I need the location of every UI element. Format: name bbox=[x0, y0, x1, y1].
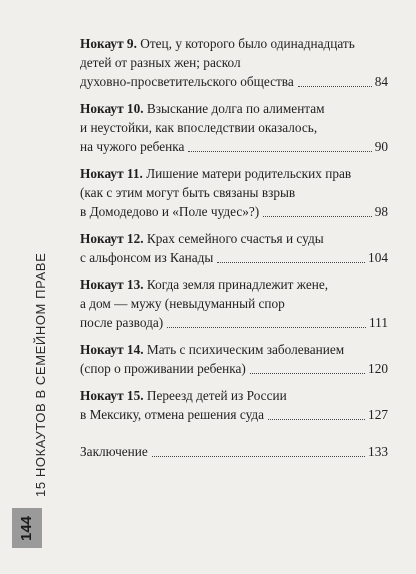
entry-line: Мать с психическим заболеванием bbox=[146, 342, 345, 357]
entry-line: и неустойки, как впоследствии оказалось, bbox=[80, 120, 318, 135]
entry-line: на чужого ребенка bbox=[80, 139, 185, 154]
toc-entry-knockout-12[interactable] bbox=[80, 229, 388, 267]
toc-entry-knockout-15[interactable] bbox=[80, 386, 388, 424]
entry-page: 120 bbox=[368, 361, 388, 376]
dot-leader bbox=[268, 419, 365, 420]
page-number-box bbox=[12, 508, 42, 548]
entry-page: 98 bbox=[374, 204, 388, 219]
entry-line: с альфонсом из Канады bbox=[80, 250, 214, 265]
entry-line: после развода) bbox=[80, 315, 164, 330]
dot-leader bbox=[217, 262, 365, 263]
toc-entry-conclusion[interactable] bbox=[80, 442, 388, 461]
toc-entry-knockout-14[interactable] bbox=[80, 340, 388, 378]
entry-line: Когда земля принадлежит жене, bbox=[146, 277, 329, 292]
entry-page: 111 bbox=[369, 315, 388, 330]
toc-entry-knockout-13[interactable] bbox=[80, 275, 388, 332]
entry-line: Переезд детей из России bbox=[146, 388, 287, 403]
entry-line: а дом — мужу (невыдуманный спор bbox=[80, 296, 285, 311]
entry-line: Крах семейного счастья и суды bbox=[146, 231, 324, 246]
entry-line: Отец, у которого было одинаднадцать bbox=[140, 36, 355, 51]
dot-leader bbox=[152, 456, 365, 457]
dot-leader bbox=[188, 151, 371, 152]
entry-line: в Домодедово и «Поле чудес»?) bbox=[80, 204, 260, 219]
entry-label: Нокаут 14. bbox=[80, 342, 144, 357]
entry-line: в Мексику, отмена решения суда bbox=[80, 407, 265, 422]
page-number: 144 bbox=[18, 515, 36, 541]
entry-page: 90 bbox=[374, 139, 388, 154]
toc-entry-knockout-9[interactable] bbox=[80, 34, 388, 91]
entry-page: 127 bbox=[368, 407, 388, 422]
toc-entry-knockout-10[interactable] bbox=[80, 99, 388, 156]
entry-line: духовно-просветительского общества bbox=[80, 74, 294, 89]
entry-label: Нокаут 12. bbox=[80, 231, 144, 246]
side-margin bbox=[0, 0, 50, 574]
entry-line: (спор о проживании ребенка) bbox=[80, 361, 246, 376]
entry-label: Нокаут 13. bbox=[80, 277, 144, 292]
dot-leader bbox=[298, 86, 372, 87]
entry-page: 133 bbox=[368, 444, 388, 459]
toc-entry-knockout-11[interactable] bbox=[80, 164, 388, 221]
entry-line: Взыскание долга по алиментам bbox=[146, 101, 325, 116]
entry-label: Нокаут 11. bbox=[80, 166, 143, 181]
entry-label: Нокаут 10. bbox=[80, 101, 144, 116]
table-of-contents bbox=[80, 34, 388, 469]
entry-line: (как с этим могут быть связаны взрыв bbox=[80, 185, 296, 200]
dot-leader bbox=[263, 216, 371, 217]
entry-label: Нокаут 9. bbox=[80, 36, 137, 51]
entry-page: 104 bbox=[368, 250, 388, 265]
entry-line: Лишение матери родительских прав bbox=[146, 166, 352, 181]
entry-line: Заключение bbox=[80, 444, 148, 459]
entry-label: Нокаут 15. bbox=[80, 388, 144, 403]
dot-leader bbox=[167, 327, 366, 328]
entry-page: 84 bbox=[374, 74, 388, 89]
dot-leader bbox=[250, 373, 365, 374]
entry-line: детей от разных жен; раскол bbox=[80, 55, 241, 70]
running-title: 15 НОКАУТОВ В СЕМЕЙНОМ ПРАВЕ bbox=[33, 252, 48, 497]
